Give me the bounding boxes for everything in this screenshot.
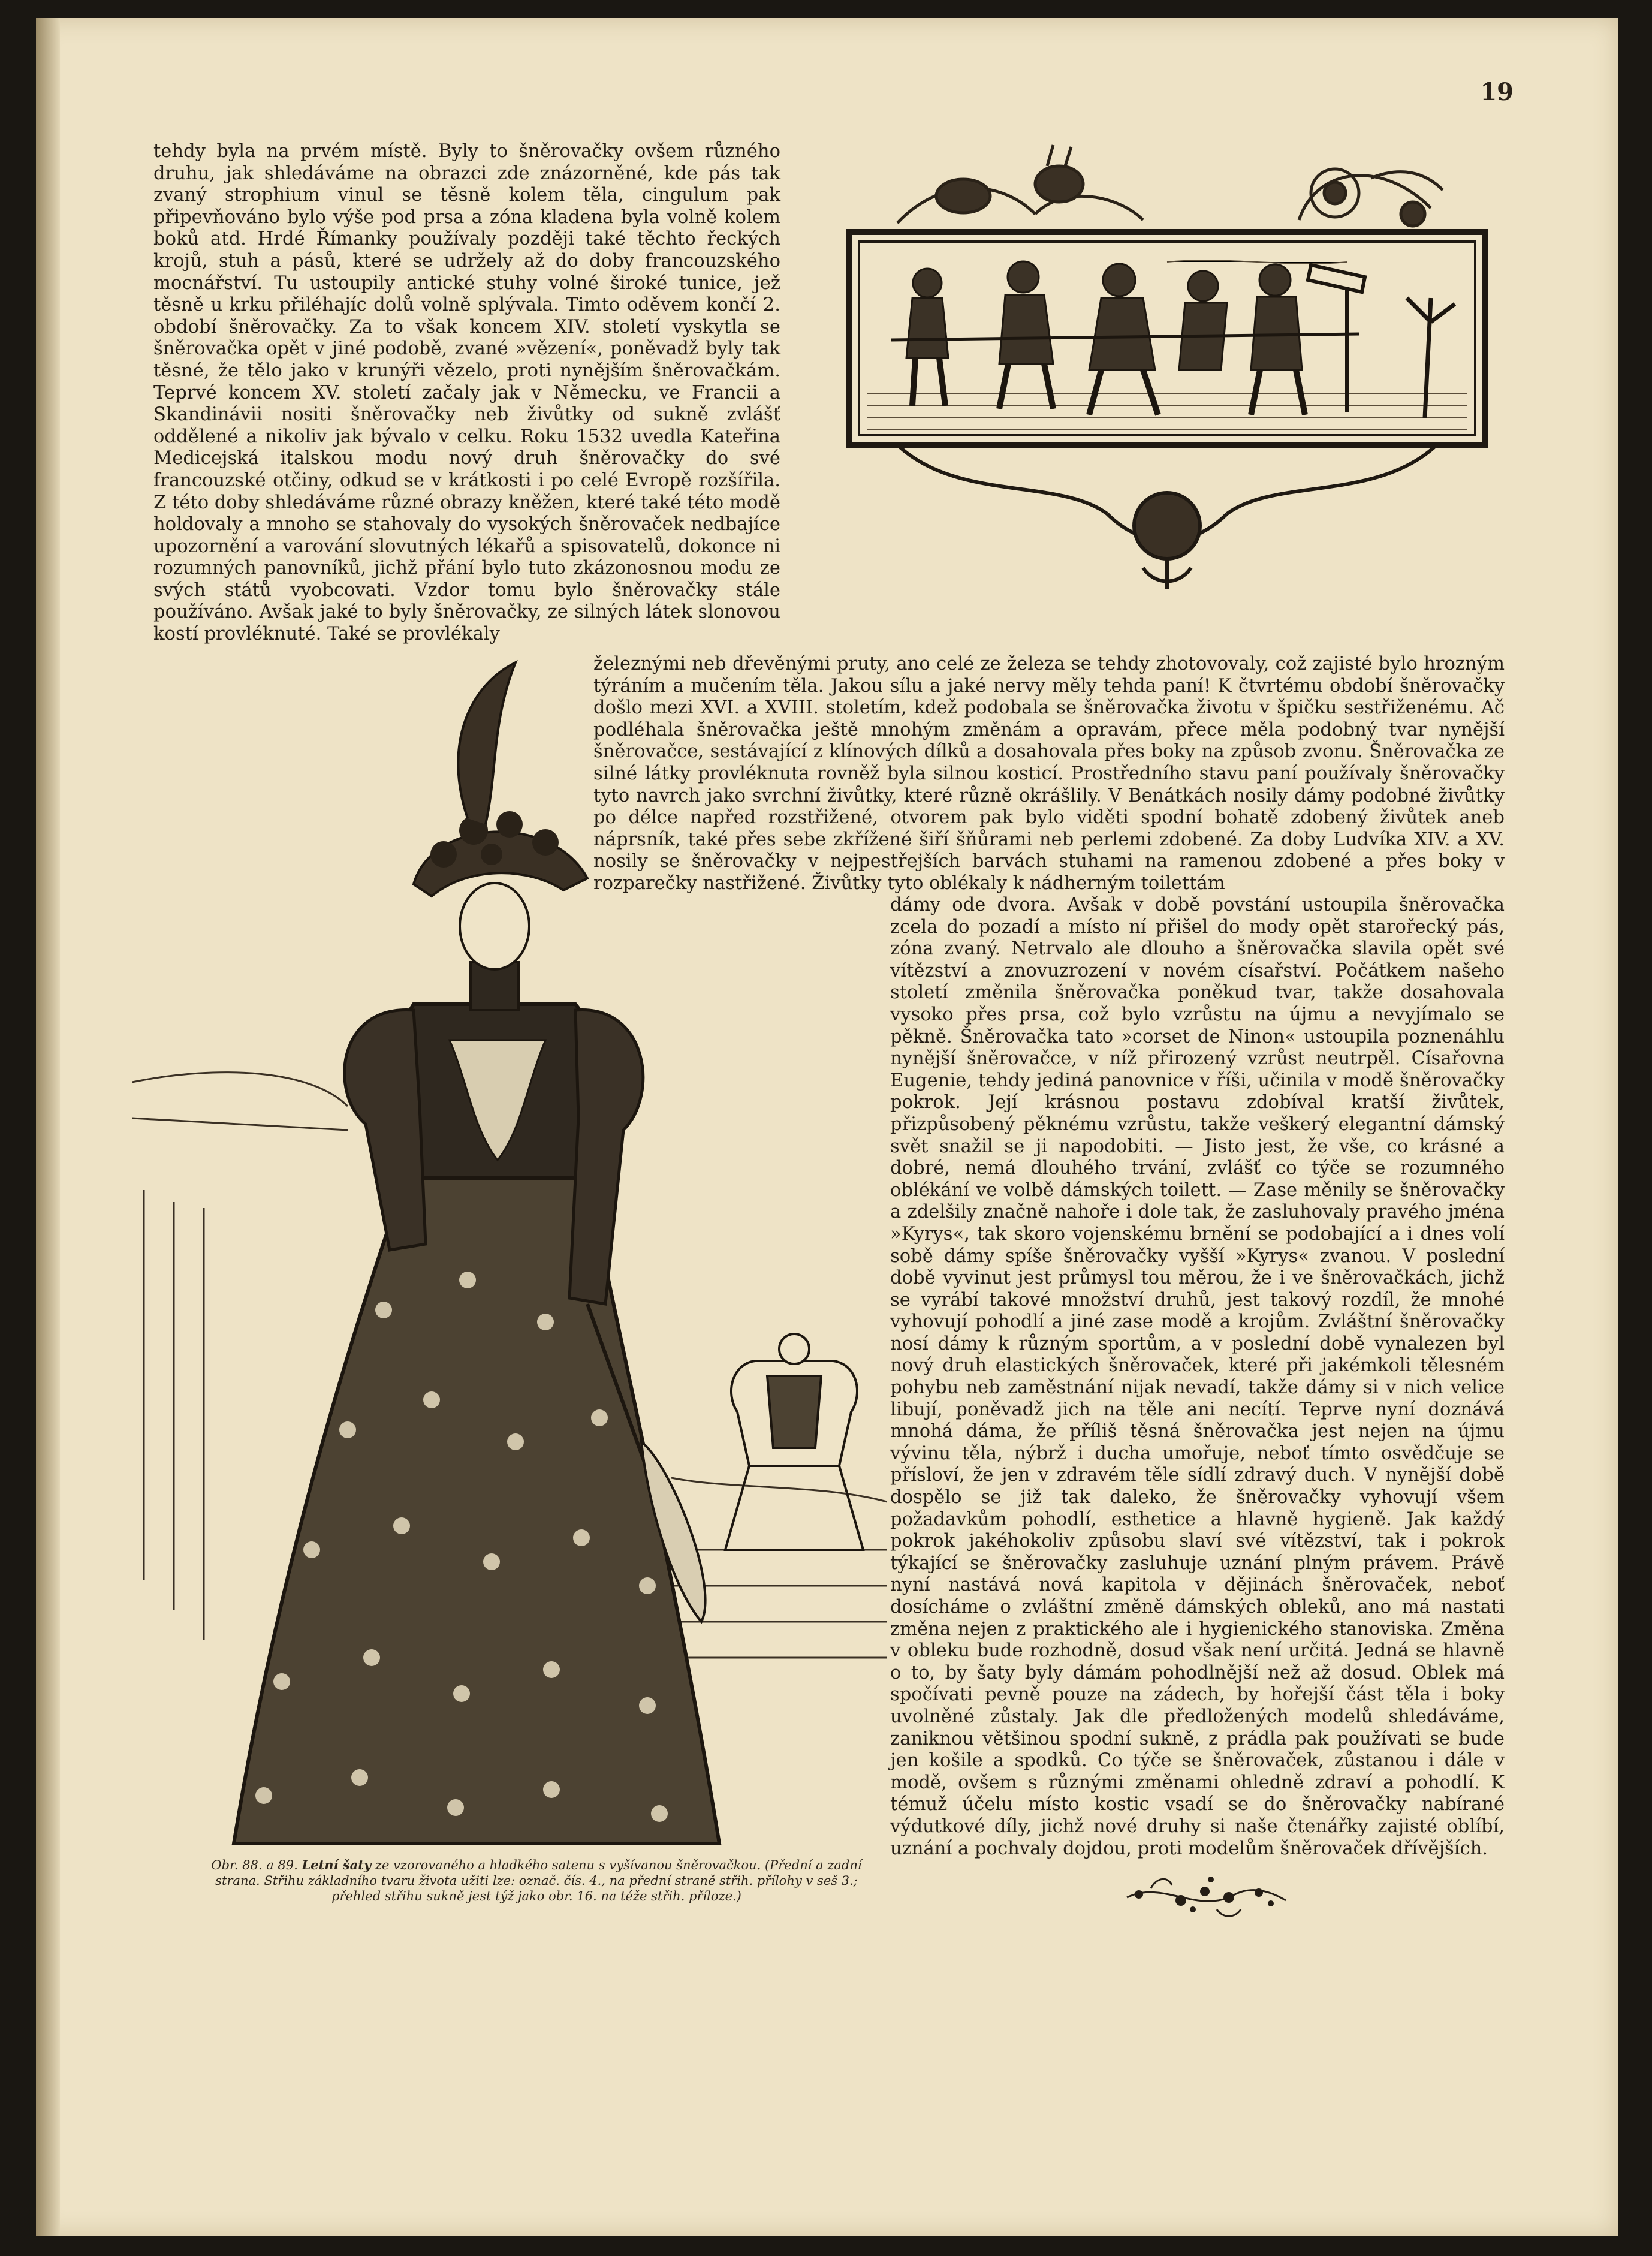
caption-figure-ref: Obr. 88. a 89. (211, 1858, 298, 1872)
figure-caption (189, 1857, 884, 1904)
dress-illustration-icon (132, 650, 887, 1850)
paragraph-intro: tehdy byla na prvém místě. Byly to šněrovačky ovšem různého druhu, jak shledáváme na obrazci zde znázorněné, kde pás tak zvaný strophium vinul se těsně kolem těla, cingulum pak připevňováno bylo výše pod prsa a zóna kladena byla volně kolem boků atd. Hrdé Římanky používaly později také těchto řeckých krojů, stuh a pásů, které se udržely až do doby francouzského mocnářství. Tu ustoupily antické stuhy volné široké tunice, jež těsně u krku přiléhajíc dolů volně splývala. Timto oděvem končí 2. období šněrovačky. Za to však koncem XIV. století vyskytla se šněrovačka opět v jiné podobě, zvané »vězení«, poněvadž byly tak těsné, že tělo jako v krunýři vězelo, proti nynějším šněrovačkám. Teprvé koncem XV. století začaly jak v Německu, ve Francii a Skandinávii nositi šněrovačky neb živůtky od sukně zvlášť oddělené a nikoliv jak bývalo v celku. Roku 1532 uvedla Kateřina Medicejská italskou modu nový druh šněrovačky do své francouzské otčiny, odkud se v krátkosti i po celé Evropě rozšířila. Z této doby shledáváme různé obrazy kněžen, které také této modě holdovaly a mnoho se stahovaly do vysokých šněrovaček nedbajíce upozornění a varování slovutných lékařů a spisovatelů, dokonce ni rozumných panovníků, jichž přání bylo tuto zkázonosnou modu ze svých států vyobcovati. Vzdor tomu bylo šněrovačky stále používáno. Avšak jaké to byly šněrovačky, ze silných látek slonovou kostí provléknuté. Také se provlékaly (153, 141, 780, 645)
text-column-right (890, 894, 1505, 1860)
text-column-intro (153, 141, 780, 646)
floral-ornament-icon (1115, 1868, 1295, 1924)
binding-spine (36, 18, 60, 2236)
paragraph-right: dámy ode dvora. Avšak v době povstání ustoupila šněrovačka zcela do pozadí a místo ní přišel do mody opět starořecký pás, zóna zvaný. Netrvalo ale dlouho a šněrovačka slavila opět své vítězství a znovuzrození v novém císařství. Počátkem našeho století změnila šněrovačka poněkud tvar, takže dosahovala vysoko přes prsa, což bylo vzrůstu na újmu a nevyjímalo se pěkně. Šněrovačka tato »corset de Ninon« ustoupila poznenáhlu nynější šněrovačce, v níž přirozený vzrůst neutrpěl. Císařovna Eugenie, tehdy jediná panovnice v říši, učinila v modě šněrovačky pokrok. Její krásnou postavu zdobíval kratší živůtek, přizpůsobený pěknému vzrůstu, takže veškerý elegantní dámský svět snažil se ji napodobiti. — Jisto jest, že vše, co krásné a dobré, nemá dlouhého trvání, zvlášť co týče se rozumného oblékání ve volbě dámských toilett. — Zase měnily se šněrovačky a zdelšily značně nahoře i dole tak, že zasluhovaly pravého jména »Kyrys«, tak skoro vojenskému brnění se podobající a i dnes volí sobě dámy spíše šněrovačky vyšší »Kyrys« zvanou. V poslední době vyvinut jest průmysl tou měrou, že i ve šněrovačkách, jichž se vyrábí takové množství druhů, jest takový rozdíl, že mnohé vyhovují pohodlí a jiné zase modě a krojům. Zvláštní šněrovačky nosí dámy k různým sportům, a v poslední době vynalezen byl nový druh elastických šněrovaček, které při jakémkoli tělesném pohybu neb zaměstnání nijak nevadí, takže dámy si v nich velice libují, poněvadž jich na těle ani necítí. Teprve nyní doznává mnohá dáma, že příliš těsná šněrovačka jest nejen na újmu vývinu těla, nýbrž i ducha umořuje, neboť tímto osvědčuje se přísloví, že jen v zdravém těle sídlí zdravý duch. V nynější době dospělo se již tak daleko, že šněrovačky vyhovují všem požadavkům pohodlí, esthetice a hlavně hygieně. Jak každý pokrok jakéhokoliv způsobu slaví své vítězství, tak i pokrok týkající se šněrovačky zasluhuje uznání plným právem. Právě nyní nastává nová kapitola v dějinách šněrovaček, neboť dosícháme o zvláštní změně dámských obleků, ano má nastati změna nejen z praktického ale i hygienického stanoviska. Změna v obleku bude rozhodně, dosud však není určitá. Jedná se hlavně o to, by šaty byly dámám pohodlnější než až dosud. Oblek má spočívati pevně pouze na zádech, by hořejší část těla i boky uvolněné zůstaly. Jak dle předložených modelů shledáváme, zaniknou většinou spodní sukně, z prádla pak používati se bude jen košile a spodků. Co týče se šněrovaček, zůstanou i dále v modě, ovšem s různými změnami ohledně zdraví a pohodlí. K témuž účelu místo kostic vsadí se do šněrovačky nabírané výdutkové díly, jichž nové druhy si naše čtenářky zajisté oblíbí, uznání a pochvaly dojdou, proti modelům šněrovaček dřívějších. (890, 894, 1505, 1859)
page-number: 19 (1480, 78, 1514, 106)
caption-text: ze vzorovaného a hladkého satenu s vyšívanou šněrovačkou. (Přední a zadní strana. Střihu základního tvaru života užiti lze: označ. čís. 4., na přední straně střih. přílohy v seš 3.; přehled střihu sukně jest týž jako obr. 16. na téže střih. příloze.) (215, 1858, 862, 1903)
caption-title: Letní šaty (302, 1857, 372, 1872)
paragraph-middle: železnými neb dřevěnými pruty, ano celé ze železa se tehdy zhotovovaly, což zajisté bylo hrozným týráním a mučením těla. Jakou sílu a jaké nervy měly tehda paní! K čtvrtému období šněrovačky došlo mezi XVI. a XVIII. stoletím, kdež podobala se šněrovačka životu v špičku sestřiženému. Ač podléhala šněrovačka ještě mnohým změnám a opravám, přece měla podobný tvar nynější šněrovačce, sestávající z klínových dílků a dosahovala přes boky na způsob zvonu. Šněrovačka ze silné látky provléknuta rovněž byla silnou kosticí. Prostředního stavu paní používaly šněrovačky tyto navrch jako svrchní živůtky, které různě okrášlily. V Benátkách nosily dámy podobné živůtky po délce napřed rozstřižené, otvorem pak bylo viděti spodní bohatě zdobený živůtek aneb náprsník, také přes sebe zkřížené šiří šňůrami neb perlemi zdobené. Za doby Ludvíka XIV. a XV. nosily se šněrovačky v nejpestřejších barvách stuhami na ramenou zdobené a přes boky v rozparečky nastřižené. Živůtky tyto oblékaly k nádherným toilettám (593, 653, 1505, 894)
document-page (36, 18, 1618, 2236)
engraved-vignette-icon (807, 142, 1524, 592)
